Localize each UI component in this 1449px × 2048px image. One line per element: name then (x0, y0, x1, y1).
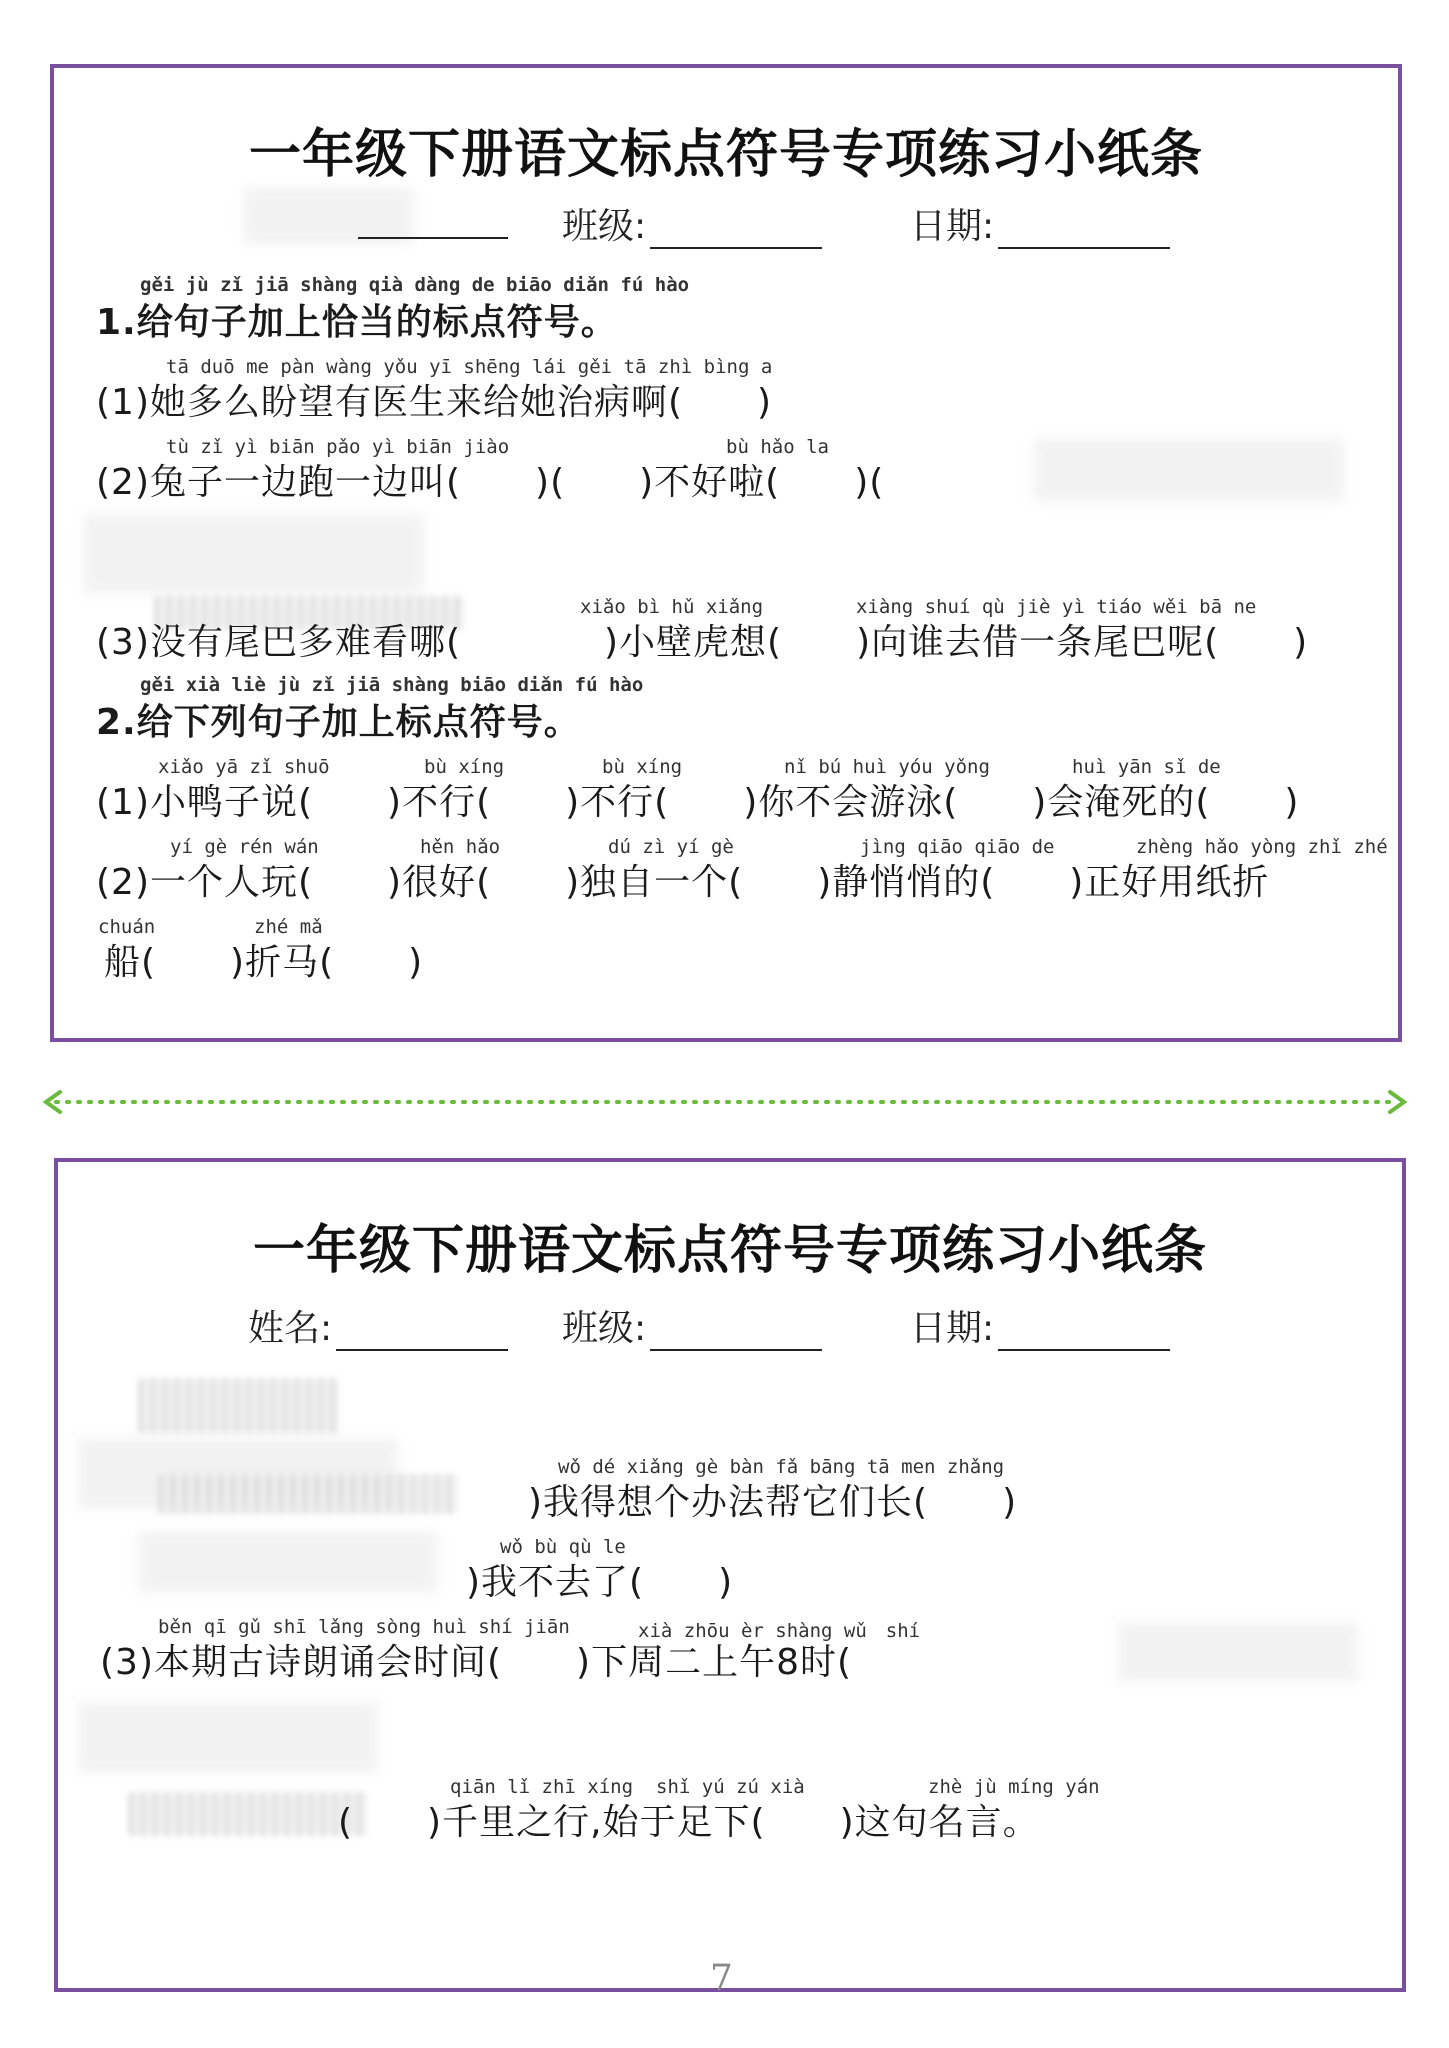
q3-sentence-a: (3)没有尾巴多难看哪( (96, 622, 462, 663)
worksheet-title: 一年级下册语文标点符号专项练习小纸条 (252, 1221, 1207, 1281)
q6-sentence: 船( )折马( ) (104, 942, 424, 983)
redacted-text (138, 1378, 338, 1434)
page-number: 7 (710, 1958, 733, 1999)
q3-pinyin-b: xiàng shuí qù jiè yì tiáo wěi bā ne (856, 596, 1257, 618)
section2-pinyin: gěi xià liè jù zǐ jiā shàng biāo diǎn fú hào (140, 674, 644, 696)
q6-pinyin-a: chuán (98, 916, 156, 938)
q5-pinyin-c: dú zì yí gè (608, 836, 734, 858)
date-field[interactable]: 日期: (910, 1300, 1170, 1351)
class-field[interactable]: 班级: (562, 198, 822, 249)
r3-sentence: (3)本期古诗朗诵会时间( )下周二上午8时( (100, 1642, 853, 1683)
redacted-text (78, 1702, 378, 1772)
redacted-text (128, 1792, 368, 1836)
q2-pinyin-a: tù zǐ yì biān pǎo yì biān jiào (166, 436, 510, 458)
r1-pinyin: wǒ dé xiǎng gè bàn fǎ bāng tā men zhǎng (558, 1456, 1005, 1478)
q5-pinyin-b: hěn hǎo (420, 836, 501, 858)
redacted-text (1118, 1622, 1358, 1682)
q4-pinyin-e: huì yān sǐ de (1072, 756, 1221, 778)
q4-pinyin-a: xiǎo yā zǐ shuō (158, 756, 330, 778)
r3-pinyin-b: xià zhōu èr shàng wǔ shí (638, 1620, 921, 1642)
redacted-text (158, 1474, 458, 1514)
q3-sentence-b: )小壁虎想( )向谁去借一条尾巴呢( ) (530, 622, 1309, 663)
right-arrow-icon (1390, 1092, 1404, 1112)
r2-pinyin: wǒ bù qù le (500, 1536, 626, 1558)
section2-heading: 2.给下列句子加上标点符号。 (96, 702, 581, 743)
q3-pinyin-a: xiǎo bì hǔ xiǎng (580, 596, 764, 618)
q4-pinyin-c: bù xíng (602, 756, 683, 778)
redacted-text (138, 1532, 438, 1592)
q4-pinyin-d: nǐ bú huì yóu yǒng (784, 756, 990, 778)
r4-pinyin-a: qiān lǐ zhī xíng (450, 1776, 634, 1798)
redacted-text (1034, 438, 1344, 502)
q5-pinyin-e: zhèng hǎo yòng zhǐ zhé (1136, 836, 1388, 858)
q5-sentence: (2)一个人玩( )很好( )独自一个( )静悄悄的( )正好用纸折 (96, 862, 1270, 903)
section1-heading: 1.给句子加上恰当的标点符号。 (96, 302, 618, 343)
r2-sentence: )我不去了( ) (466, 1562, 734, 1603)
q4-sentence: (1)小鸭子说( )不行( )不行( )你不会游泳( )会淹死的( ) (96, 782, 1300, 823)
worksheet-card-top (50, 64, 1402, 1042)
name-field[interactable]: 姓名: (248, 1300, 508, 1351)
r4-pinyin-c: zhè jù míng yán (928, 1776, 1100, 1798)
q4-pinyin-b: bù xíng (424, 756, 505, 778)
q2-pinyin-b: bù hǎo la (726, 436, 829, 458)
q1-pinyin: tā duō me pàn wàng yǒu yī shēng lái gěi tā zhì bìng a (166, 356, 773, 378)
class-field[interactable]: 班级: (562, 1300, 822, 1351)
dotted-divider (40, 1090, 1410, 1114)
q5-pinyin-d: jìng qiāo qiāo de (860, 836, 1055, 858)
q6-pinyin-b: zhé mǎ (254, 916, 323, 938)
r1-sentence: )我得想个办法帮它们长( ) (528, 1482, 1018, 1523)
r3-pinyin-a: běn qī gǔ shī lǎng sòng huì shí jiān (158, 1616, 570, 1638)
date-field[interactable]: 日期: (910, 198, 1170, 249)
q5-pinyin-a: yí gè rén wán (170, 836, 319, 858)
r4-pinyin-b: shǐ yú zú xià (656, 1776, 805, 1798)
name-field[interactable] (354, 198, 508, 239)
worksheet-title: 一年级下册语文标点符号专项练习小纸条 (248, 125, 1203, 185)
q2-sentence: (2)兔子一边跑一边叫( )( )不好啦( )( (96, 462, 885, 503)
worksheet-card-bottom (54, 1158, 1406, 1992)
section1-pinyin: gěi jù zǐ jiā shàng qià dàng de biāo diǎn fú hào (140, 274, 690, 296)
redacted-text (84, 514, 424, 594)
r4-sentence: ( )千里之行,始于足下( )这句名言。 (338, 1802, 1040, 1843)
q1-sentence: (1)她多么盼望有医生来给她治病啊( ) (96, 382, 773, 423)
